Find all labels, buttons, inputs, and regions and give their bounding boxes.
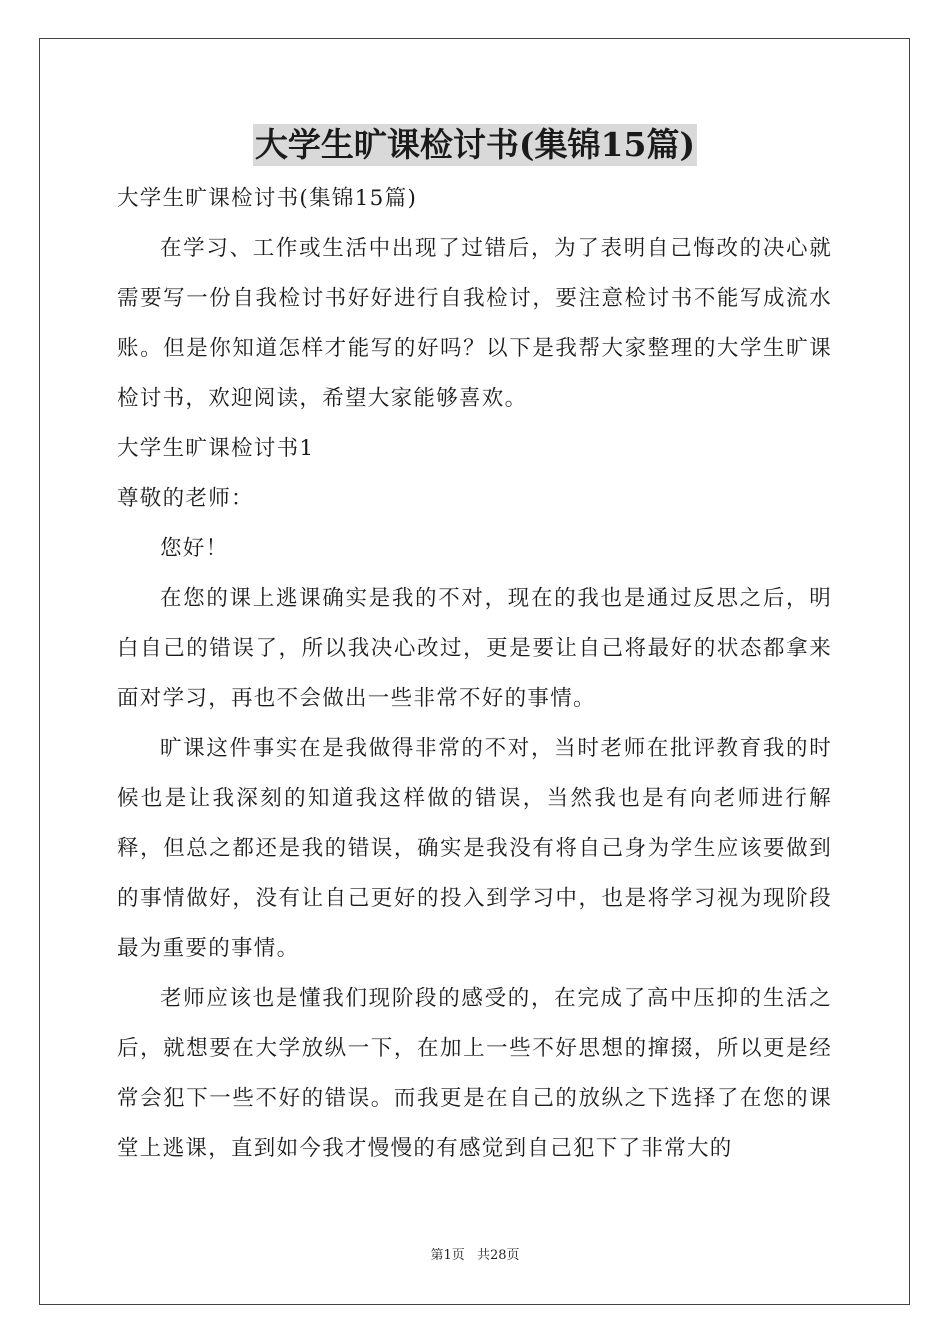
body-paragraph: 老师应该也是懂我们现阶段的感受的，在完成了高中压抑的生活之后，就想要在大学放纵一下，在加上一些不好思想的撺掇，所以更是经常会犯下一些不好的错误。而我更是在自己的放纵之下选择了在您的课堂上逃课，直到如今我才慢慢的有感觉到自己犯下了非常大的	[117, 986, 832, 1161]
section-heading: 大学生旷课检讨书1	[117, 436, 315, 461]
body-paragraph: 旷课这件事实在是我做得非常的不对，当时老师在批评教育我的时候也是让我深刻的知道我这样做的错误，当然我也是有向老师进行解释，但总之都还是我的错误，确实是我没有将自己身为学生应该要做到的事情做好，没有让自己更好的投入到学习中，也是将学习视为现阶段最为重要的事情。	[117, 736, 832, 961]
document-body	[117, 174, 832, 1174]
page-footer	[0, 1244, 950, 1263]
greeting: 您好！	[160, 536, 229, 561]
document-title-text: 大学生旷课检讨书(集锦15篇)	[254, 125, 696, 164]
greeting-block	[117, 524, 832, 574]
document-title	[0, 124, 950, 166]
intro-paragraph: 在学习、工作或生活中出现了过错后，为了表明自己悔改的决心就需要写一份自我检讨书好好进行自我检讨，要注意检讨书不能写成流水账。但是你知道怎样才能写的好吗？以下是我帮大家整理的大学生旷课检讨书，欢迎阅读，希望大家能够喜欢。	[117, 236, 832, 411]
page-total: 共28页	[476, 1248, 520, 1263]
intro-block	[117, 224, 832, 424]
body-block	[117, 574, 832, 1174]
document-subtitle: 大学生旷课检讨书(集锦15篇)	[117, 186, 418, 211]
salutation: 尊敬的老师：	[117, 486, 254, 511]
page-number: 第1页	[430, 1248, 465, 1263]
body-paragraph: 在您的课上逃课确实是我的不对，现在的我也是通过反思之后，明白自己的错误了，所以我决心改过，更是要让自己将最好的状态都拿来面对学习，再也不会做出一些非常不好的事情。	[117, 586, 832, 711]
